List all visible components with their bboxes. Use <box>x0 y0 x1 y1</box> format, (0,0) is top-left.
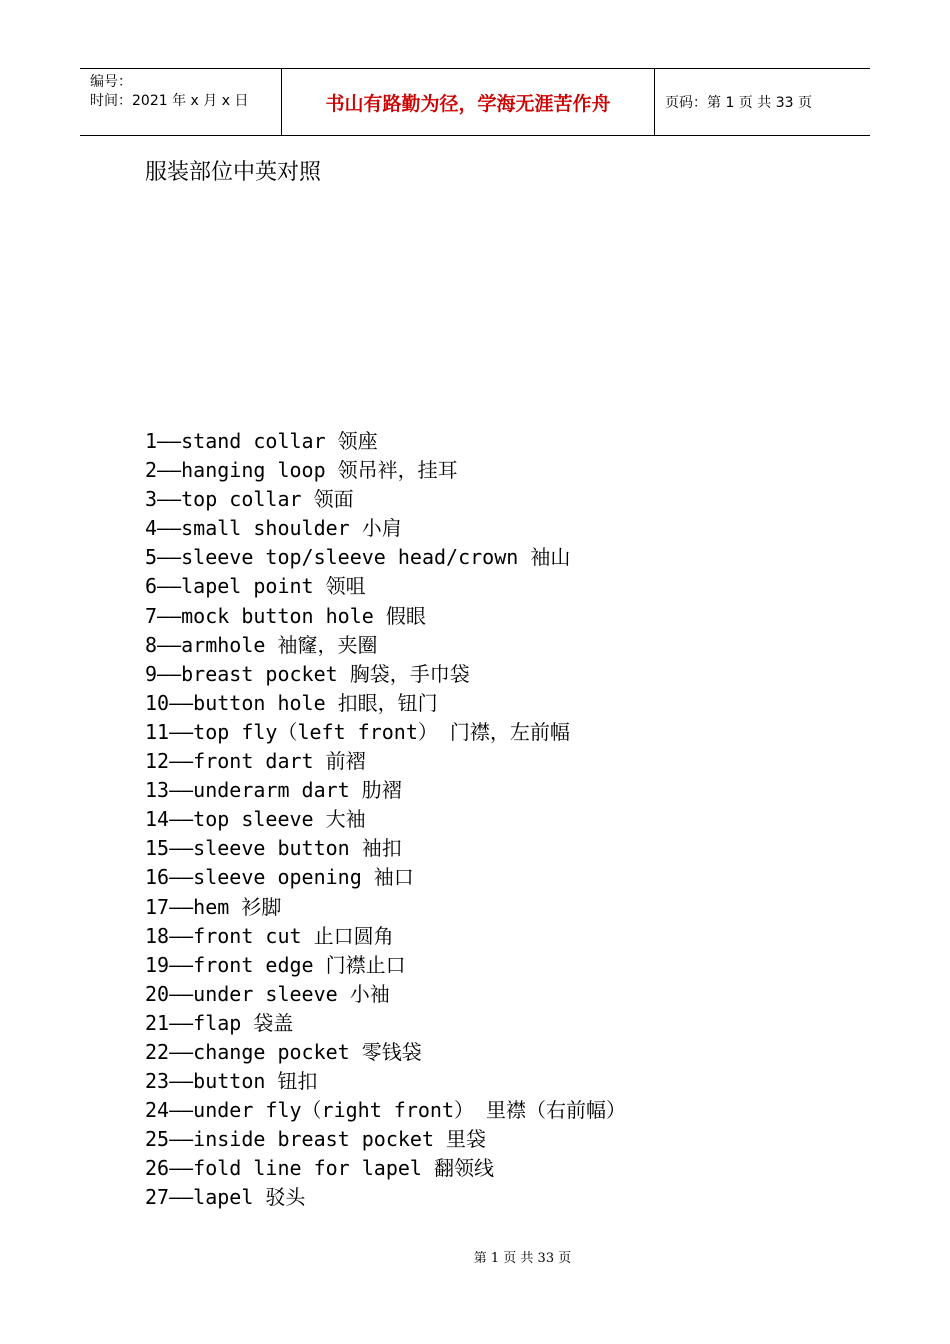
glossary-entry: 11——top fly（left front） 门襟，左前幅 <box>145 719 570 744</box>
glossary-entry: 22——change pocket 零钱袋 <box>145 1039 422 1064</box>
glossary-entry: 2——hanging loop 领吊袢，挂耳 <box>145 458 458 483</box>
glossary-entry: 13——underarm dart 肋褶 <box>145 778 402 803</box>
glossary-entry: 1——stand collar 领座 <box>145 429 378 453</box>
document-number-label: 编号： <box>90 74 132 90</box>
glossary-entry: 5——sleeve top/sleeve head/crown 袖山 <box>145 545 571 570</box>
glossary-entry: 8——armhole 袖窿，夹圈 <box>145 632 378 657</box>
glossary-entry: 10——button hole 扣眼，钮门 <box>145 690 438 715</box>
glossary-entry: 21——flap 袋盖 <box>145 1010 294 1035</box>
glossary-entry: 18——front cut 止口圆角 <box>145 923 394 948</box>
document-title: 服装部位中英对照 <box>145 160 322 185</box>
header-page-info: 页码：第 1 页 共 33 页 <box>665 95 812 111</box>
glossary-entry: 6——lapel point 领咀 <box>145 574 366 599</box>
page-header <box>80 68 870 136</box>
glossary-entry: 15——sleeve button 袖扣 <box>145 836 402 861</box>
header-motto: 书山有路勤为径，学海无涯苦作舟 <box>282 69 655 135</box>
glossary-entry: 26——fold line for lapel 翻领线 <box>145 1156 494 1181</box>
header-meta <box>80 69 282 135</box>
footer-page-number: 第 1 页 共 33 页 <box>473 1251 572 1266</box>
glossary-entry: 27——lapel 驳头 <box>145 1185 306 1210</box>
glossary-entry: 23——button 钮扣 <box>145 1069 318 1094</box>
glossary-entry: 24——under fly（right front） 里襟（右前幅） <box>145 1098 627 1123</box>
glossary-entry: 9——breast pocket 胸袋，手巾袋 <box>145 661 470 686</box>
glossary-entry: 7——mock button hole 假眼 <box>145 603 426 628</box>
glossary-entry: 25——inside breast pocket 里袋 <box>145 1127 487 1152</box>
glossary-entry: 20——under sleeve 小袖 <box>145 981 390 1006</box>
glossary-list <box>145 427 626 1213</box>
glossary-entry: 3——top collar 领面 <box>145 487 354 512</box>
glossary-entry: 16——sleeve opening 袖口 <box>145 865 414 890</box>
glossary-entry: 4——small shoulder 小肩 <box>145 516 402 541</box>
page-footer <box>0 1247 950 1266</box>
glossary-entry: 14——top sleeve 大袖 <box>145 807 366 832</box>
glossary-entry: 17——hem 衫脚 <box>145 894 282 919</box>
glossary-entry: 19——front edge 门襟止口 <box>145 952 406 977</box>
document-date: 时间：2021 年 x 月 x 日 <box>90 93 249 109</box>
glossary-entry: 12——front dart 前褶 <box>145 749 366 774</box>
